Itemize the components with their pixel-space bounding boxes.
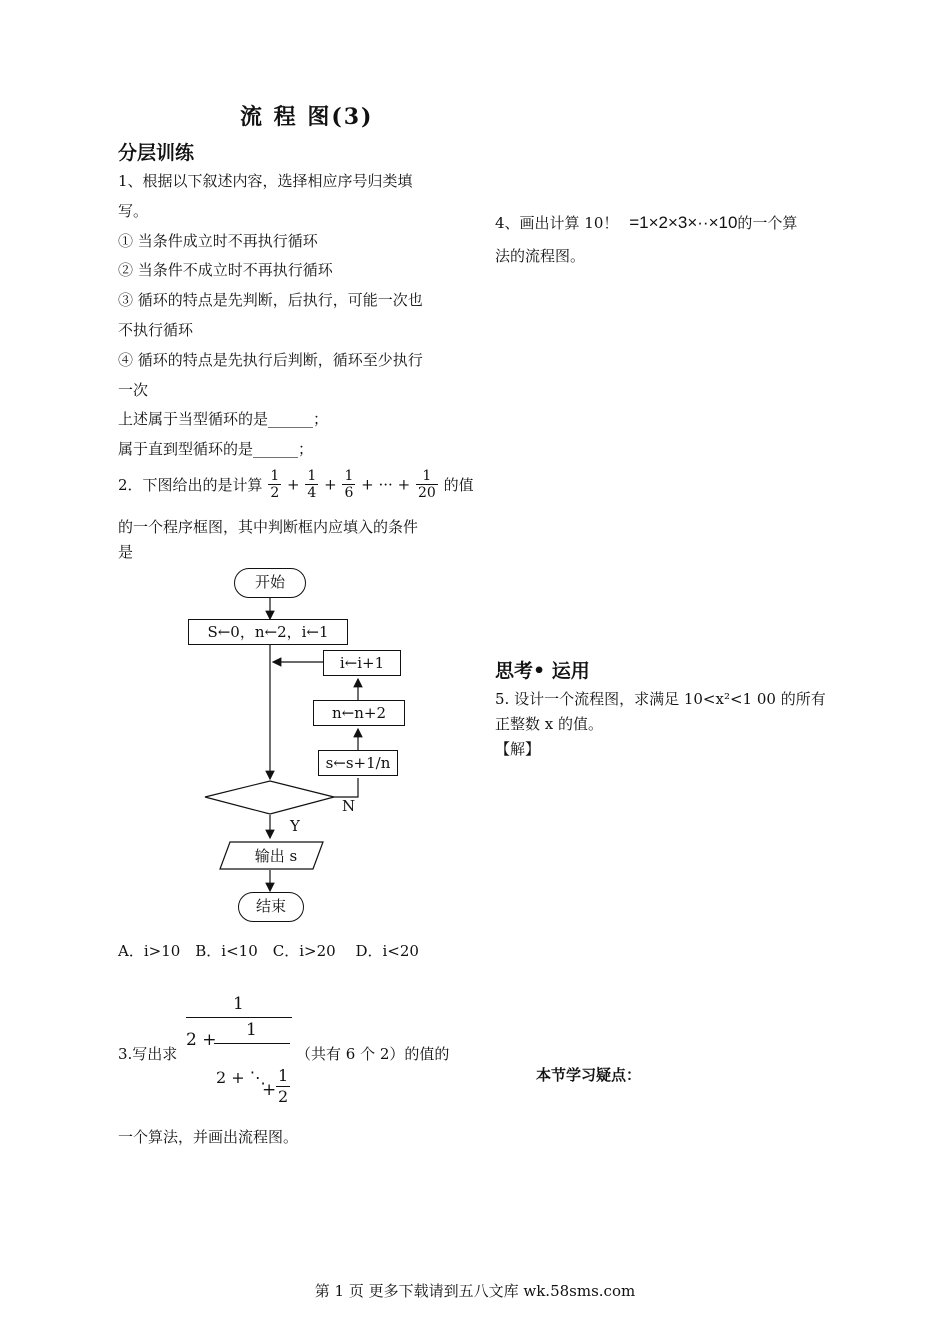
- flow-n-label: N: [342, 797, 356, 815]
- flow-end-node: 结束: [238, 892, 304, 922]
- q4-formula: =1×2×3×··×10: [629, 213, 738, 232]
- q4-line2: 法的流程图。: [495, 247, 586, 265]
- q2-suffix: 的值: [443, 476, 474, 494]
- q3-line2: 一个算法，并画出流程图。: [118, 1128, 299, 1146]
- q3-prefix: 3.写出求: [118, 1045, 178, 1063]
- q1-blank-while-loop: 上述属于当型循环的是______；: [118, 410, 329, 428]
- q1-option-1: ① 当条件成立时不再执行循环: [118, 232, 318, 250]
- section-heading-thinking: 思考• 运用: [495, 660, 590, 682]
- q3-two-plus-a: 2 +: [186, 1030, 217, 1050]
- page-footer: 第 1 页 更多下载请到五八文库 wk.58sms.com: [314, 1282, 636, 1300]
- q5-line1: 5. 设计一个流程图，求满足 10<x²<1 00 的所有: [495, 690, 826, 708]
- q5-line2: 正整数 x 的值。: [495, 715, 603, 733]
- q1-blank-until-loop: 属于直到型循环的是______；: [118, 440, 314, 458]
- flow-init-box: S←0，n←2，i←1: [188, 619, 348, 645]
- q3-two-plus-dots: 2 + ⋱: [216, 1068, 266, 1087]
- q2-fraction-1: $\frac{1}{2}$: [270, 468, 280, 501]
- q1-option-3: ③ 循环的特点是先判断，后执行，可能一次也: [118, 291, 423, 309]
- q2-fraction-3: $\frac{1}{6}$: [344, 468, 354, 501]
- q2-fraction-4: $\frac{1}{20}$: [417, 468, 436, 501]
- flow-y-label: Y: [290, 817, 300, 835]
- decision-diamond: [205, 781, 334, 814]
- q3-inner-numerator: 1: [246, 1020, 257, 1040]
- flow-increment-n-box: n←n+2: [313, 700, 405, 726]
- q1-line2: 写。: [118, 202, 149, 220]
- q4-prefix: 4、画出计算 10！: [495, 214, 619, 232]
- flow-start-node: 开始: [234, 568, 306, 598]
- q2-prefix: 2．下图给出的是计算: [118, 476, 263, 494]
- q1-option-4-cont: 一次: [118, 381, 149, 399]
- q1-option-2: ② 当条件不成立时不再执行循环: [118, 261, 333, 279]
- q2-fraction-2: $\frac{1}{4}$: [307, 468, 317, 501]
- flow-accumulate-box: s←s+1/n: [318, 750, 398, 776]
- q3-fraction-bar-outer: [186, 1017, 292, 1018]
- q2-line2: 的一个程序框图，其中判断框内应填入的条件: [118, 518, 419, 536]
- q3-plus: +: [262, 1080, 277, 1100]
- q1-option-4: ④ 循环的特点是先执行后判断，循环至少执行: [118, 351, 423, 369]
- q2-answer-choices: A．i>10 B．i<10 C．i>20 D．i<20: [118, 942, 419, 960]
- q3-fraction-bar-inner: [214, 1043, 290, 1044]
- q3-half-fraction: 1 2: [278, 1066, 289, 1106]
- flow-output-label: 输出 s: [254, 847, 298, 865]
- q2-line3: 是: [118, 543, 134, 561]
- q5-solution-label: 【解】: [495, 740, 541, 758]
- section-heading-layered-training: 分层训练: [118, 142, 195, 164]
- q1-line1: 1、根据以下叙述内容，选择相应序号归类填: [118, 172, 413, 190]
- page-title: 流 程 图(3): [240, 104, 374, 130]
- q3-suffix: （共有 6 个 2）的值的: [296, 1045, 450, 1063]
- flow-increment-i-box: i←i+1: [323, 650, 401, 676]
- study-doubts-label: 本节学习疑点：: [536, 1066, 642, 1084]
- q3-numerator: 1: [233, 994, 244, 1014]
- q4-suffix: 的一个算: [737, 214, 798, 232]
- q4-line1: [495, 212, 797, 233]
- q1-option-3-cont: 不执行循环: [118, 321, 194, 339]
- q2-line1: 2．下图给出的是计算 $\frac{1}{2}$ + $\frac{1}{4}$ + $\frac{1}{6}$ + ··· + $\frac{1}{20}$ 的值: [118, 468, 474, 501]
